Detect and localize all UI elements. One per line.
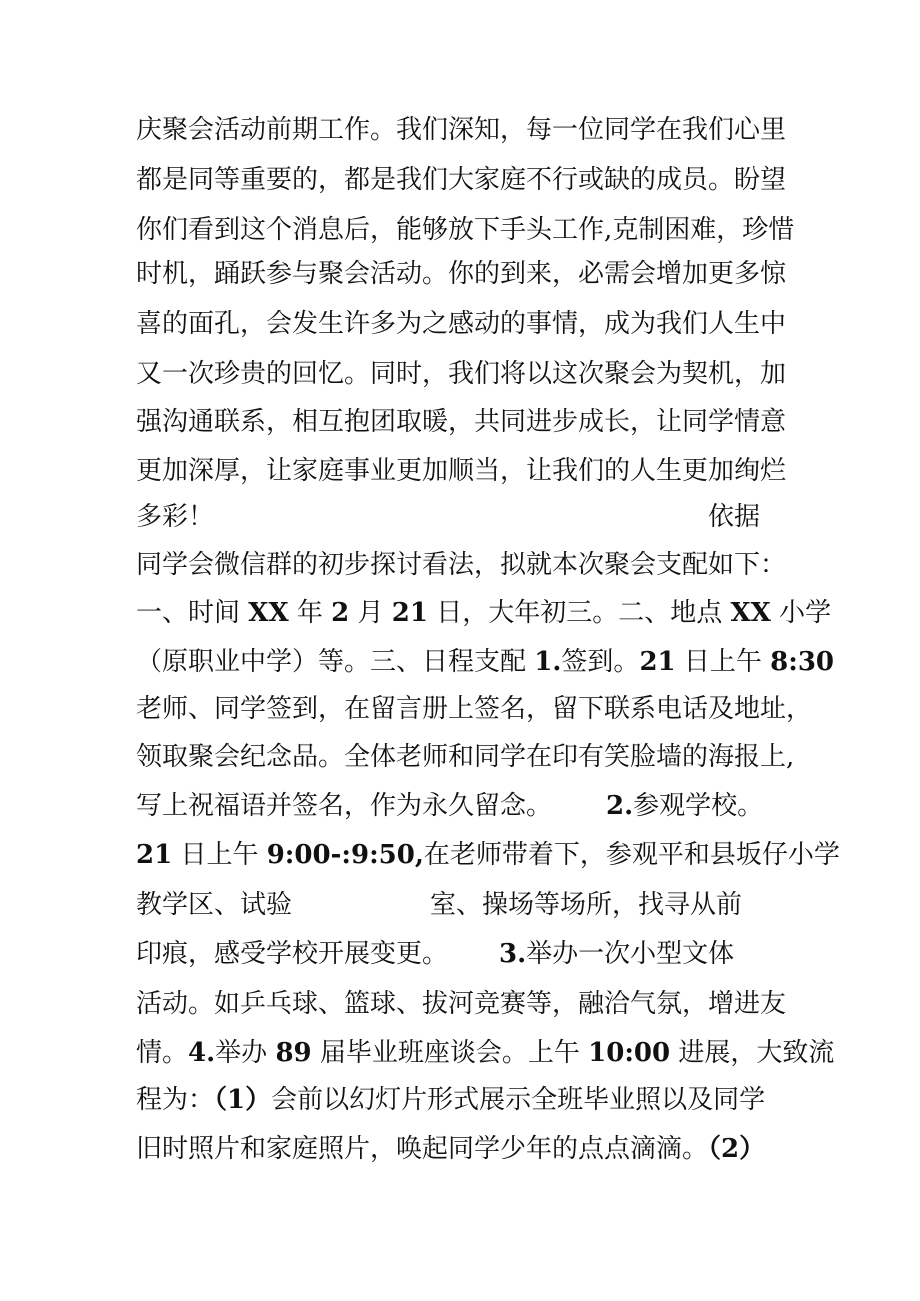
bold-run: 21 <box>639 647 676 677</box>
schedule-line <box>136 645 834 679</box>
text-run: 日上午 <box>675 647 771 677</box>
text-run: 年 <box>288 598 332 628</box>
schedule-time-location-line <box>136 596 831 630</box>
body-text-line: 多彩！ <box>136 502 215 532</box>
bold-run: 2. <box>606 791 634 821</box>
body-text-line: 教学区、试验 <box>136 890 293 920</box>
text-run: 签到。 <box>561 647 640 677</box>
bold-run: 9:00-:9:50, <box>266 840 424 870</box>
bold-run: 8:30 <box>770 647 835 677</box>
body-text-line: 你们看到这个消息后，能够放下手头工作,克制困难，珍惜 <box>136 215 795 245</box>
text-run: 举办一次小型文体 <box>526 939 735 969</box>
body-text-line: 活动。如乒乓球、篮球、拔河竞赛等，融洽气氛，增进友 <box>136 989 787 1019</box>
text-run: （原职业中学）等。三、日程支配 <box>136 647 535 677</box>
text-run: 日上午 <box>172 840 267 870</box>
bold-run: 10:00 <box>588 1038 671 1068</box>
body-text-line: 时机，踊跃参与聚会活动。你的到来，必需会增加更多惊 <box>136 259 787 289</box>
body-text-line: 更加深厚，让家庭事业更加顺当，让我们的人生更加绚烂 <box>136 456 787 486</box>
body-text-line: 写上祝福语并签名，作为永久留念。 <box>136 791 553 821</box>
text-run: 会前以幻灯片形式展示全班毕业照以及同学 <box>271 1085 766 1115</box>
text-run: 进展，大致流 <box>670 1038 835 1068</box>
text-run: 日，大年初三。二、地点 <box>427 598 731 628</box>
bold-run: 3. <box>499 939 527 969</box>
bold-run: 1. <box>534 647 562 677</box>
schedule-line <box>136 1036 834 1070</box>
bold-run: 21 <box>391 598 428 628</box>
text-run: 情。 <box>136 1038 189 1068</box>
text-run: 程为： <box>136 1085 215 1115</box>
bold-run: 2 <box>331 598 350 628</box>
body-text-line <box>136 1132 765 1166</box>
body-text-line: 庆聚会活动前期工作。我们深知，每一位同学在我们心里 <box>136 115 787 145</box>
body-text-line: 强沟通联系，相互抱团取暖，共同进步成长，让同学情意 <box>136 407 787 437</box>
body-text-line: 老师、同学签到，在留言册上签名，留下联系电话及地址， <box>136 694 813 724</box>
text-run: 举办 <box>215 1038 276 1068</box>
text-run: 月 <box>349 598 392 628</box>
body-text-line: 同学会微信群的初步探讨看法，拟就本次聚会支配如下： <box>136 550 787 580</box>
body-text-line: 喜的面孔，会发生许多为之感动的事情，成为我们人生中 <box>136 309 787 339</box>
text-run: 一、时间 <box>136 598 249 628</box>
body-text-line: 领取聚会纪念品。全体老师和同学在印有笑脸墙的海报上, <box>136 742 795 772</box>
text-run: 小学 <box>770 598 832 628</box>
bold-run: XX <box>730 598 771 628</box>
body-text-line: 都是同等重要的，都是我们大家庭不行或缺的成员。盼望 <box>136 165 787 195</box>
text-run: 参观学校。 <box>633 791 764 821</box>
bold-run: （1） <box>214 1085 272 1115</box>
schedule-line <box>136 838 840 872</box>
schedule-item-fragment <box>606 789 763 823</box>
text-run: 旧时照片和家庭照片，唤起同学少年的点点滴滴。 <box>136 1134 709 1164</box>
body-text-fragment: 依据 <box>708 502 761 532</box>
bold-run: 89 <box>275 1038 312 1068</box>
schedule-line <box>136 1083 765 1117</box>
body-text-fragment: 室、操场等场所，找寻从前 <box>430 890 743 920</box>
body-text-line: 印痕，感受学校开展变更。 <box>136 939 449 969</box>
bold-run: 4. <box>188 1038 216 1068</box>
body-text-line: 又一次珍贵的回忆。同时，我们将以这次聚会为契机，加 <box>136 359 787 389</box>
schedule-item-fragment <box>499 937 734 971</box>
text-run: 届毕业班座谈会。上午 <box>311 1038 589 1068</box>
bold-run: 21 <box>136 840 173 870</box>
bold-run: （2） <box>708 1134 766 1164</box>
text-run: 在老师带着下，参观平和县坂仔小学 <box>423 840 840 870</box>
bold-run: XX <box>248 598 289 628</box>
